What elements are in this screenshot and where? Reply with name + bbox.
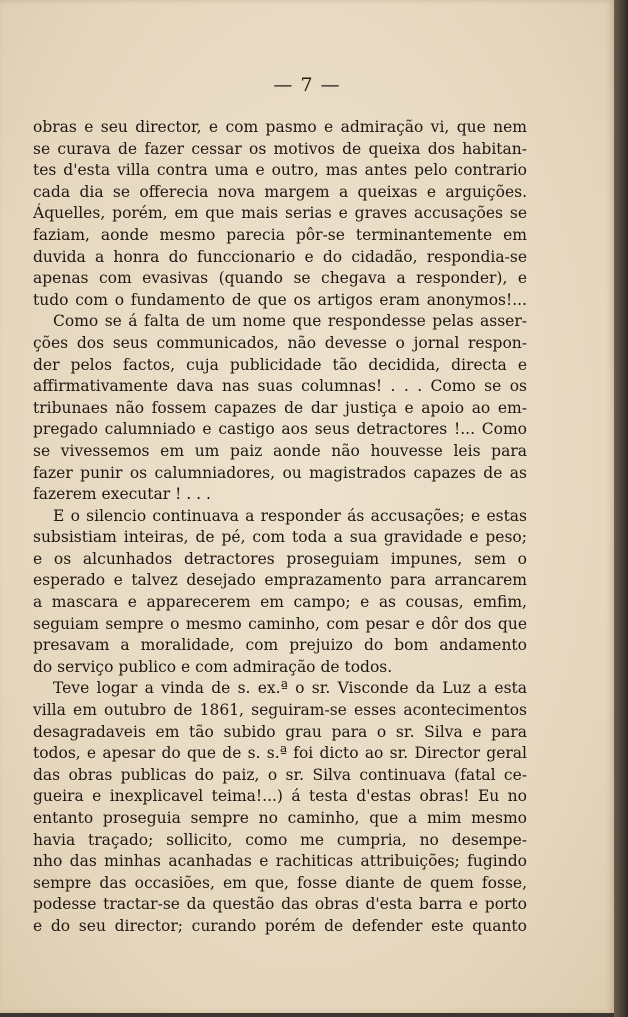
text-line: esperado e talvez desejado emprazamento para arrancarem bbox=[33, 571, 527, 590]
text-line: villa em outubro de 1861, seguiram-se esses acontecimentos bbox=[33, 701, 527, 720]
text-line: do serviço publico e com admiração de todos. bbox=[33, 657, 393, 676]
text-line: pregado calumniado e castigo aos seus detractores !... Como bbox=[33, 420, 527, 439]
text-line: ções dos seus communicados, não devesse o jornal respon- bbox=[33, 333, 527, 352]
text-line: der pelos factos, cuja publicidade tão decidida, directa e bbox=[33, 355, 527, 374]
text-line: se curava de fazer cessar os motivos de queixa dos habitan- bbox=[33, 139, 527, 158]
text-line: tes d'esta villa contra uma e outro, mas antes pelo contrario bbox=[33, 161, 527, 180]
text-line: faziam, aonde mesmo parecia pôr-se terminantemente em bbox=[33, 225, 527, 244]
text-line: gueira e inexplicavel teima!...) á testa d'estas obras! Eu no bbox=[33, 787, 527, 806]
text-line: desagradaveis em tão subido grau para o sr. Silva e para bbox=[33, 722, 527, 741]
text-line: Teve logar a vinda de s. ex.ª o sr. Visconde da Luz a esta bbox=[53, 679, 527, 698]
text-line: e do seu director; curando porém de defender este quanto bbox=[33, 916, 527, 935]
text-line: E o silencio continuava a responder ás accusações; e estas bbox=[53, 506, 527, 525]
text-line: obras e seu director, e com pasmo e admiração vi, que nem bbox=[33, 118, 527, 136]
text-line: se vivessemos em um paiz aonde não houvesse leis para bbox=[33, 441, 527, 460]
text-line: das obras publicas do paiz, o sr. Silva continuava (fatal ce- bbox=[33, 765, 527, 784]
text-line: entanto proseguia sempre no caminho, que a mim mesmo bbox=[33, 809, 527, 827]
text-line: havia traçado; sollicito, como me cumpria, no desempe- bbox=[33, 830, 527, 849]
page-number: — 7 — bbox=[273, 74, 341, 96]
text-line: todos, e apesar do que de s. s.ª foi dicto ao sr. Director geral bbox=[33, 744, 527, 763]
text-line: fazerem executar ! . . . bbox=[33, 485, 211, 504]
page-edge-shadow bbox=[614, 0, 628, 1017]
text-line: apenas com evasivas (quando se chegava a responder), e bbox=[33, 269, 527, 288]
text-line: tudo com o fundamento de que os artigos eram anonymos!... bbox=[33, 290, 527, 309]
text-line: subsistiam inteiras, de pé, com toda a sua gravidade e peso; bbox=[33, 528, 527, 547]
text-line: nho das minhas acanhadas e rachiticas attribuições; fugindo bbox=[33, 852, 527, 871]
text-line: Áquelles, porém, em que mais serias e graves accusações se bbox=[33, 204, 527, 223]
text-line: fazer punir os calumniadores, ou magistrados capazes de as bbox=[33, 463, 527, 482]
text-line: a mascara e apparecerem em campo; e as cousas, emfim, bbox=[33, 593, 527, 612]
text-line: duvida a honra do funccionario e do cidadão, respondia-se bbox=[33, 247, 527, 266]
text-line: tribunaes não fossem capazes de dar justiça e apoio ao em- bbox=[33, 398, 527, 417]
text-line: Como se á falta de um nome que respondesse pelas asser- bbox=[53, 312, 527, 331]
text-line: cada dia se offerecia nova margem a queixas e arguições. bbox=[33, 182, 527, 201]
body-text bbox=[33, 117, 527, 938]
text-line: e os alcunhados detractores proseguiam impunes, sem o bbox=[33, 549, 527, 568]
text-line: seguiam sempre o mesmo caminho, com pesar e dôr dos que bbox=[33, 614, 527, 633]
text-line: sempre das occasiões, em que, fosse diante de quem fosse, bbox=[33, 873, 527, 892]
text-line: podesse tractar-se da questão das obras d'esta barra e porto bbox=[33, 895, 527, 914]
text-line: affirmativamente dava nas suas columnas! . . . Como se os bbox=[33, 377, 527, 396]
text-line: presavam a moralidade, com prejuizo do bom andamento bbox=[33, 636, 527, 655]
